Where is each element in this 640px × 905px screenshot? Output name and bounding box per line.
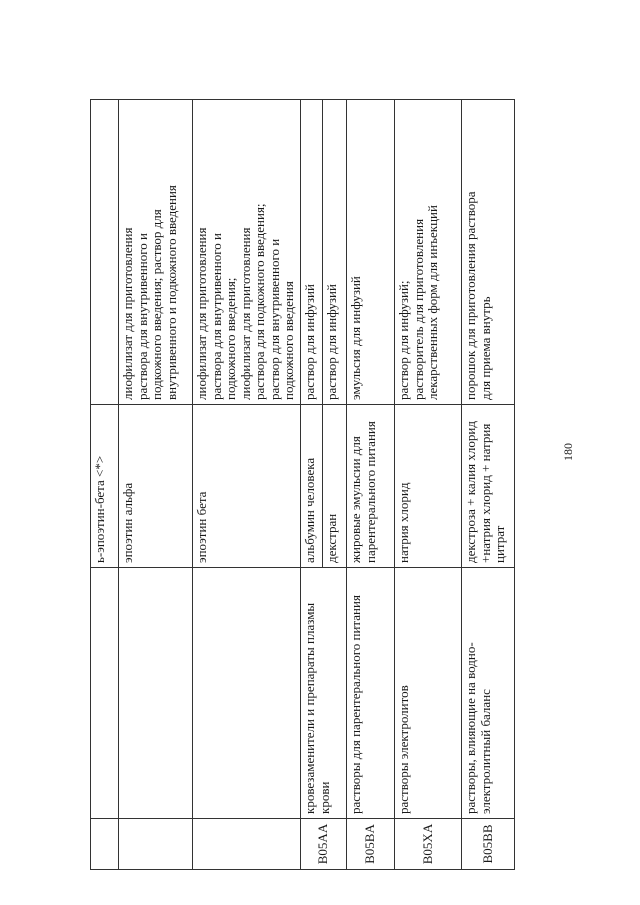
substance-cell: эпоэтин альфа <box>119 405 193 568</box>
dosage-form-cell <box>301 100 323 405</box>
table-row <box>462 100 515 870</box>
form-line: лиофилизат для приготовления <box>194 227 209 400</box>
table-row <box>91 100 119 870</box>
form-line: раствор для инфузий <box>302 284 317 400</box>
group-cell <box>119 568 193 819</box>
substance-cell: ь-эпоэтин-бета <*> <box>91 405 119 568</box>
form-line: раствор для внутривенного и <box>266 238 282 400</box>
form-line: раствора для внутривенного и <box>134 233 150 400</box>
substance-cell: декстран <box>323 405 347 568</box>
dosage-form-cell <box>323 100 347 405</box>
form-line: лекарственных форм для инъекций <box>425 205 440 400</box>
dosage-form-cell <box>395 100 462 405</box>
form-line: лиофилизат для приготовления <box>237 227 253 400</box>
form-line: раствора для подкожного введения; <box>252 203 267 400</box>
atc-code-cell: B05BB <box>462 819 515 870</box>
substance-cell: жировые эмульсии для парентерального питания <box>347 405 395 568</box>
dosage-form-cell <box>119 100 193 405</box>
atc-code-cell: B05BA <box>347 819 395 870</box>
rotated-table-container <box>90 100 610 870</box>
atc-code-cell <box>119 819 193 870</box>
substance-cell: натрия хлорид <box>395 405 462 568</box>
form-line: эмульсия для инфузий <box>348 276 363 400</box>
substance-cell: эпоэтин бета <box>193 405 301 568</box>
group-cell <box>91 568 119 819</box>
form-line: раствор для инфузий <box>324 284 339 400</box>
table-row <box>395 100 462 870</box>
dosage-form-cell <box>347 100 395 405</box>
form-line: порошок для приготовления раствора <box>463 191 478 400</box>
atc-code-cell: B05XA <box>395 819 462 870</box>
substance-cell: альбумин человека <box>301 405 323 568</box>
group-cell: растворы для парентерального питания <box>347 568 395 819</box>
form-line: раствор для инфузий; <box>396 280 411 400</box>
form-line: внутривенного и подкожного введения <box>163 185 179 400</box>
table-row <box>301 100 323 870</box>
form-line: подкожного введения; раствор для <box>149 209 164 400</box>
atc-code-cell <box>91 819 119 870</box>
group-cell: кровезаменители и препараты плазмы крови <box>301 568 347 819</box>
substance-cell: декстроза + калия хлорид +натрия хлорид + натрия цитрат <box>462 405 515 568</box>
group-cell: растворы, влияющие на водно-электролитный баланс <box>462 568 515 819</box>
form-line: раствора для внутривенного и <box>208 233 224 400</box>
drug-table <box>90 99 515 870</box>
atc-code-cell <box>193 819 301 870</box>
form-line: для приема внутрь <box>477 296 493 400</box>
atc-code-cell: B05AA <box>301 819 347 870</box>
table-row <box>119 100 193 870</box>
form-line: подкожного введения <box>281 281 296 400</box>
dosage-form-cell <box>193 100 301 405</box>
table-row <box>347 100 395 870</box>
table-row <box>193 100 301 870</box>
group-cell <box>193 568 301 819</box>
form-line: растворитель для приготовления <box>410 218 426 400</box>
form-line: подкожного введения; <box>223 277 238 400</box>
dosage-form-cell <box>91 100 119 405</box>
page-number: 180 <box>561 443 575 461</box>
form-line: лиофилизат для приготовления <box>120 227 135 400</box>
dosage-form-cell <box>462 100 515 405</box>
group-cell: растворы электролитов <box>395 568 462 819</box>
